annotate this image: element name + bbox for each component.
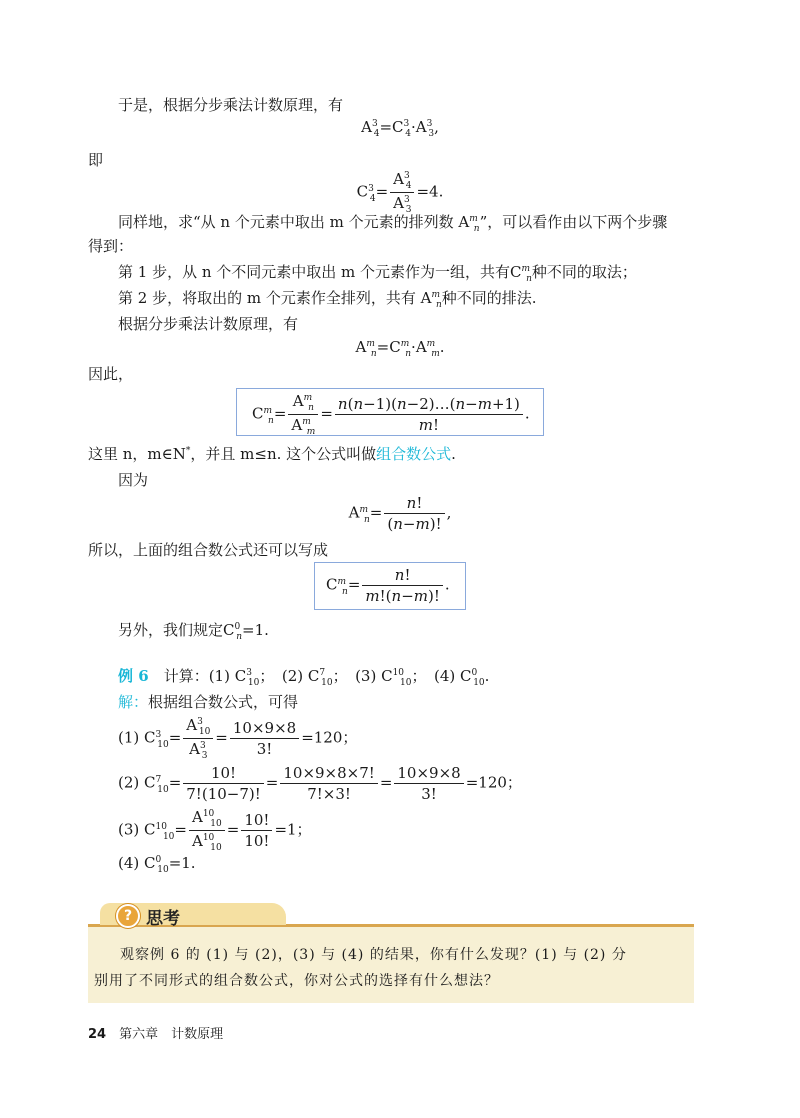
example-6: 例 6 计算：(1) $C^3_{10}$； (2) $C^7_{10}$； (3) $C^{10}_{10}$； (4) $C^0_{10}$. (118, 667, 490, 688)
solution-4: (4) $C^0_{10}=1$. (118, 854, 196, 875)
text-line: 同样地，求“从 n 个元素中取出 m 个元素的排列数 $A^m_n$”，可以看作由以下两个步骤 (118, 213, 668, 234)
solution-1: (1) $C^3_{10}=$ $\frac{A^3_{10}}{A^3_3}$ = $\frac{10\times 9\times 8}{3!}$ =120； (118, 716, 358, 761)
chapter-title: 第六章 计数原理 (119, 1027, 224, 1042)
think-line-1: 观察例 6 的 (1) 与 (2)，(3) 与 (4) 的结果，你有什么发现？(1) 与 (2) 分 (120, 947, 627, 963)
text-line: 因此， (88, 365, 134, 383)
text-line: 根据分步乘法计数原理，有 (118, 315, 299, 333)
solution-2: (2) $C^7_{10}=$ $\frac{10!}{7!(10-7)!}$ = $\frac{10\times 9\times 8\times 7!}{7!\times 3!}$ = $\frac{10\times 9\times 8}{3!}$ =120； (118, 764, 522, 803)
think-line-2: 别用了不同形式的组合数公式，你对公式的选择有什么想法？ (94, 973, 499, 989)
key-term: 组合数公式 (376, 445, 452, 463)
formula-combination: $C^m_n=$ $\frac{A^m_n}{A^m_m}$ = $\frac{n(n-1)(n-2)\dots(n-m+1)}{m!}$ . (252, 392, 530, 437)
text-line: 所以，上面的组合数公式还可以写成 (88, 541, 329, 559)
solution: 解：根据组合数公式，可得 (118, 693, 299, 711)
text-line: 第 1 步，从 n 个不同元素中取出 m 个元素作为一组，共有$C^m_n$种不同的取法； (118, 263, 637, 284)
text-line: 第 2 步，将取出的 m 个元素作全排列，共有 $A^m_n$种不同的排法. (118, 289, 537, 310)
formula-a43: $A^3_4=C^3_4\cdot A^3_3$, (361, 118, 439, 139)
text-line: 因为 (118, 471, 149, 489)
text-line: 得到： (88, 237, 134, 255)
text-line: 于是，根据分步乘法计数原理，有 (118, 96, 344, 114)
formula-combination-factorial: $C^m_n=$ $\frac{n!}{m!(n-m)!}$ . (326, 566, 450, 605)
page-number: 24 (88, 1027, 107, 1042)
page-footer (88, 1023, 223, 1042)
think-title: 思考 (146, 909, 180, 929)
text-line: 即 (88, 151, 104, 169)
formula-c43: $C^3_4=$ $\frac{A^3_4}{A^3_3}$ =4. (356, 170, 444, 215)
formula-anm: $A^m_n=C^m_n\cdot A^m_m$. (355, 338, 445, 359)
text-line: 另外，我们规定$C^0_n=1$. (118, 621, 269, 642)
solution-3: (3) $C^{10}_{10}=$ $\frac{A^{10}_{10}}{A^{10}_{10}}$ = $\frac{10!}{10!}$ =1； (118, 808, 312, 853)
question-icon: ? (116, 904, 140, 928)
formula-factorial: $A^m_n=$ $\frac{n!}{(n-m)!}$ , (348, 494, 452, 533)
text-line: 这里 n，m∈N*，并且 m≤n. 这个公式叫做组合数公式. (88, 445, 456, 463)
